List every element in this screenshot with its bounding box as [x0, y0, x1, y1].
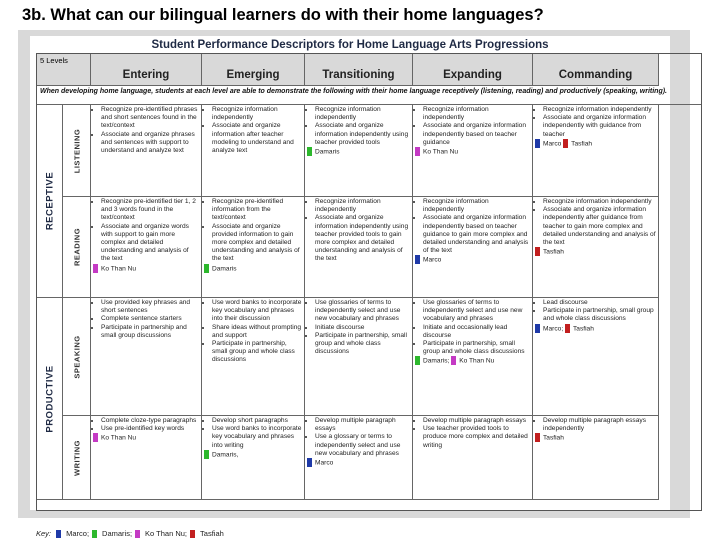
- descriptor-item: • Recognize information independently: [543, 106, 656, 114]
- student-tags: [204, 450, 302, 459]
- descriptor-list: [204, 198, 302, 264]
- descriptor-cell-listening-emerging: [202, 105, 305, 197]
- key-item: Ko Than Nu;: [145, 529, 188, 538]
- student-tags: [415, 356, 530, 365]
- descriptor-item: • Associate and organize information independently based on teacher guidance: [423, 122, 530, 147]
- descriptor-list: [93, 198, 199, 264]
- skill-listening: [63, 105, 91, 197]
- descriptor-cell-writing-expanding: [413, 416, 533, 500]
- student-name: Marco: [315, 459, 334, 467]
- descriptor-list: [415, 417, 530, 450]
- descriptor-cell-speaking-transitioning: [305, 298, 413, 416]
- descriptor-item: • Use pre-identified key words: [101, 425, 199, 433]
- descriptor-list: [93, 299, 199, 340]
- descriptor-list: [415, 299, 530, 356]
- student-name: Tasfiah: [543, 248, 564, 256]
- skill-label: WRITING: [72, 439, 81, 476]
- student-name: Tasfiah: [571, 140, 593, 148]
- color-swatch: [535, 247, 540, 256]
- key-swatch: [92, 530, 97, 538]
- color-swatch: [307, 147, 312, 156]
- student-tags: [535, 433, 656, 442]
- student-tags: [535, 139, 656, 148]
- color-swatch: [307, 458, 312, 467]
- descriptor-item: • Participate in partnership, small group and whole class discussions: [423, 340, 530, 356]
- student-name: Ko Than Nu: [459, 357, 495, 365]
- color-swatch: [535, 139, 540, 148]
- student-name: Damaris: [315, 148, 340, 156]
- descriptor-list: [307, 198, 410, 264]
- descriptor-item: • Recognize pre-identified tier 1, 2 and 3 words found in the text/context: [101, 198, 199, 223]
- skill-reading: [63, 197, 91, 298]
- student-tags: [93, 264, 199, 273]
- descriptor-item: • Develop short paragraphs: [212, 417, 302, 425]
- student-tags: [415, 255, 530, 264]
- key-item: Damaris;: [102, 529, 133, 538]
- color-swatch: [535, 433, 540, 442]
- student-name: Ko Than Nu: [101, 434, 137, 442]
- descriptor-item: • Recognize information independently: [212, 106, 302, 122]
- student-tags: [535, 324, 656, 333]
- student-tags: [307, 458, 410, 467]
- skill-label: LISTENING: [72, 128, 81, 173]
- descriptor-item: • Associate and organize information independently after guidance from teacher to gain more complex and detailed understanding and analysis of the text: [543, 206, 656, 247]
- color-swatch: [565, 324, 570, 333]
- color-swatch: [204, 450, 209, 459]
- descriptor-list: [535, 299, 656, 324]
- descriptor-item: • Participate in partnership, small group and whole class discussions: [315, 332, 410, 357]
- color-swatch: [415, 147, 420, 156]
- student-tags: [93, 433, 199, 442]
- descriptor-list: [93, 106, 199, 155]
- color-swatch: [93, 433, 98, 442]
- slide-title: 3b. What can our bilingual learners do with their home languages?: [22, 6, 544, 24]
- descriptor-item: • Associate and organize information after teacher modeling to understand and analyze text: [212, 122, 302, 155]
- student-name: Marco;: [543, 324, 564, 332]
- student-name: Tasfiah: [543, 434, 564, 442]
- level-header-entering: Entering: [91, 54, 202, 86]
- descriptor-item: • Associate and organize phrases and sentences with support to understand and analyze text: [101, 131, 199, 156]
- student-tags: [535, 247, 656, 256]
- level-header-expanding: Expanding: [413, 54, 533, 86]
- descriptor-item: • Initiate and occasionally lead discourse: [423, 324, 530, 340]
- descriptor-list: [307, 106, 410, 147]
- descriptor-list: [535, 198, 656, 247]
- descriptor-cell-writing-entering: [91, 416, 202, 500]
- descriptor-cell-listening-entering: [91, 105, 202, 197]
- descriptor-item: • Recognize pre-identified phrases and short sentences found in the text/context: [101, 106, 199, 131]
- descriptor-item: • Associate and organize information independently using teacher provided tools: [315, 122, 410, 147]
- color-swatch: [415, 356, 420, 365]
- color-swatch: [93, 264, 98, 273]
- descriptor-item: • Share ideas without prompting and support: [212, 324, 302, 340]
- descriptor-cell-listening-transitioning: [305, 105, 413, 197]
- key-item: Tasfiah: [200, 529, 224, 538]
- student-name: Marco: [423, 256, 442, 264]
- descriptor-item: • Use glossaries of terms to independently select and use new vocabulary and phrases: [423, 299, 530, 324]
- descriptor-item: • Participate in partnership, small group and whole class discussions: [543, 307, 656, 323]
- student-name: Marco: [543, 140, 562, 148]
- skill-label: READING: [72, 227, 81, 267]
- descriptor-item: • Recognize pre-identified information from the text/context: [212, 198, 302, 223]
- descriptor-item: • Develop multiple paragraph essays independently: [543, 417, 656, 433]
- descriptor-list: [93, 417, 199, 433]
- student-tags: [415, 147, 530, 156]
- color-key: [36, 529, 224, 538]
- descriptor-item: • Recognize information independently: [543, 198, 656, 206]
- descriptor-cell-reading-commanding: [533, 197, 659, 298]
- descriptor-cell-writing-commanding: [533, 416, 659, 500]
- descriptor-cell-speaking-commanding: [533, 298, 659, 416]
- color-swatch: [451, 356, 456, 365]
- descriptor-item: • Use word banks to incorporate key vocabulary and phrases into writing: [212, 425, 302, 450]
- student-name: Ko Than Nu: [101, 264, 137, 272]
- descriptor-item: • Associate and organize information independently using teacher provided tools to gain more complex and detailed understanding and analysis of the text: [315, 214, 410, 263]
- descriptor-item: • Recognize information independently: [315, 106, 410, 122]
- descriptor-list: [204, 417, 302, 450]
- skill-speaking: [63, 298, 91, 416]
- descriptor-item: • Recognize information independently: [315, 198, 410, 214]
- color-swatch: [563, 139, 568, 148]
- key-swatch: [190, 530, 195, 538]
- domain-receptive: [37, 105, 63, 298]
- descriptor-list: [204, 106, 302, 155]
- descriptor-cell-reading-transitioning: [305, 197, 413, 298]
- descriptor-table: [36, 53, 702, 511]
- descriptor-list: [415, 106, 530, 147]
- student-tags: [204, 264, 302, 273]
- key-swatch: [56, 530, 61, 538]
- skill-label: SPEAKING: [72, 334, 81, 379]
- descriptor-item: • Lead discourse: [543, 299, 656, 307]
- level-header-emerging: Emerging: [202, 54, 305, 86]
- descriptor-list: [204, 299, 302, 365]
- key-label: Key:: [36, 529, 52, 538]
- descriptor-list: [535, 106, 656, 139]
- color-swatch: [204, 264, 209, 273]
- descriptor-cell-writing-transitioning: [305, 416, 413, 500]
- descriptor-cell-speaking-expanding: [413, 298, 533, 416]
- descriptor-cell-reading-expanding: [413, 197, 533, 298]
- student-name: Damaris,: [212, 451, 239, 459]
- descriptor-item: • Develop multiple paragraph essays: [423, 417, 530, 425]
- level-header-commanding: Commanding: [533, 54, 659, 86]
- descriptor-item: • Use glossaries of terms to independently select and use new vocabulary and phrases: [315, 299, 410, 324]
- descriptor-cell-listening-expanding: [413, 105, 533, 197]
- descriptor-item: • Complete cloze-type paragraphs: [101, 417, 199, 425]
- color-swatch: [535, 324, 540, 333]
- descriptor-item: • Participate in partnership, small group and whole class discussions: [212, 340, 302, 365]
- descriptor-item: • Recognize information independently: [423, 198, 530, 214]
- descriptor-item: • Use provided key phrases and short sentences: [101, 299, 199, 315]
- descriptor-item: • Associate and organize words with support to gain more complex and detailed understanding and analysis of the text: [101, 223, 199, 264]
- key-item: Marco;: [66, 529, 90, 538]
- descriptor-cell-reading-entering: [91, 197, 202, 298]
- level-header-transitioning: Transitioning: [305, 54, 413, 86]
- domain-label: PRODUCTIVE: [44, 364, 55, 433]
- descriptor-item: • Recognize information independently: [423, 106, 530, 122]
- descriptor-cell-reading-emerging: [202, 197, 305, 298]
- document-title: Student Performance Descriptors for Home Language Arts Progressions: [151, 39, 549, 51]
- descriptor-list: [535, 417, 656, 433]
- levels-label: 5 Levels: [37, 54, 91, 86]
- student-name: Ko Than Nu: [423, 148, 459, 156]
- descriptor-item: • Associate and organize information independently based on teacher guidance to gain more complex and detailed understanding and analysis of the text: [423, 214, 530, 255]
- descriptor-item: • Complete sentence starters: [101, 315, 199, 323]
- color-swatch: [415, 255, 420, 264]
- descriptor-item: • Initiate discourse: [315, 324, 410, 332]
- student-tags: [307, 147, 410, 156]
- descriptor-item: • Use a glossary or terms to independently select and use new vocabulary and phrases: [315, 433, 410, 458]
- student-name: Tasfiah: [573, 324, 594, 332]
- descriptor-list: [307, 417, 410, 458]
- descriptor-item: • Use teacher provided tools to produce more complex and detailed writing: [423, 425, 530, 450]
- descriptor-item: • Use word banks to incorporate key vocabulary and phrases into their discussion: [212, 299, 302, 324]
- table-intro: When developing home language, students at each level are able to demonstrate the following with their home language receptively (listening, reading) and productively (speaking, writing).: [37, 86, 701, 105]
- descriptor-list: [415, 198, 530, 255]
- descriptor-item: • Participate in partnership and small group discussions: [101, 324, 199, 340]
- descriptor-item: • Associate and organize information independently with guidance from teacher: [543, 114, 656, 139]
- descriptor-cell-writing-emerging: [202, 416, 305, 500]
- descriptor-cell-speaking-emerging: [202, 298, 305, 416]
- student-name: Damaris: [212, 264, 237, 272]
- descriptor-cell-speaking-entering: [91, 298, 202, 416]
- domain-productive: [37, 298, 63, 500]
- skill-writing: [63, 416, 91, 500]
- descriptor-list: [307, 299, 410, 356]
- descriptor-item: • Develop multiple paragraph essays: [315, 417, 410, 433]
- descriptor-item: • Associate and organize provided information to gain more complex and detailed understanding and analysis of the text: [212, 223, 302, 264]
- descriptor-cell-listening-commanding: [533, 105, 659, 197]
- student-name: Damaris;: [423, 357, 450, 365]
- document-sheet: [30, 36, 670, 538]
- key-swatch: [135, 530, 140, 538]
- domain-label: RECEPTIVE: [44, 171, 55, 231]
